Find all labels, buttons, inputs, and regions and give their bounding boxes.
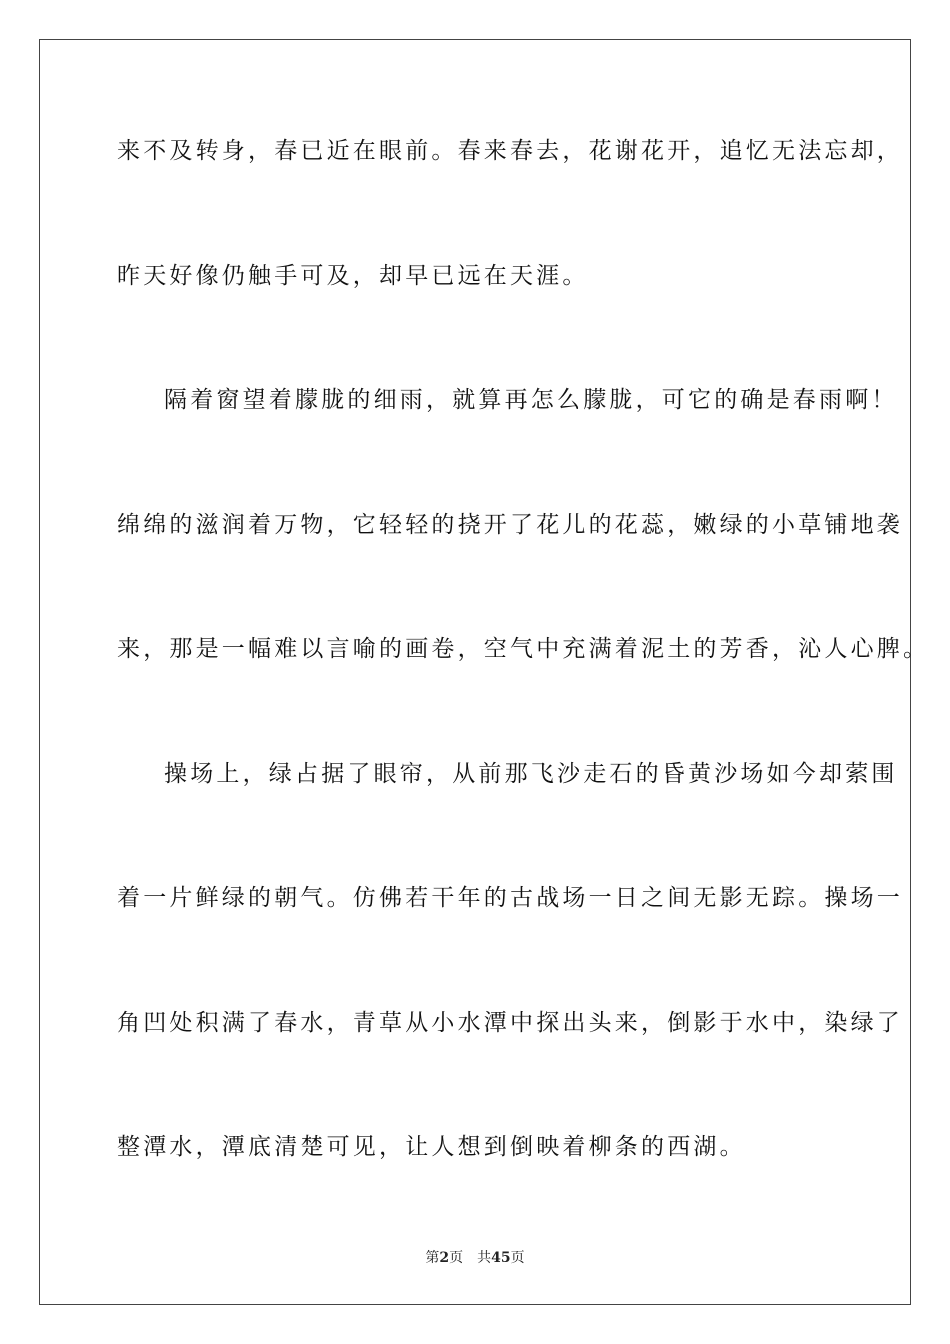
text-line-1: 来不及转身，春已近在眼前。春来春去，花谢花开，追忆无法忘却， <box>117 138 903 164</box>
text-line-9: 整潭水，潭底清楚可见，让人想到倒映着柳条的西湖。 <box>117 1134 746 1160</box>
text-line-5: 来，那是一幅难以言喻的画卷，空气中充满着泥土的芳香，沁人心脾。 <box>117 636 930 662</box>
total-suffix: 页 <box>510 1250 525 1266</box>
page-footer <box>0 1247 950 1267</box>
page-prefix: 第 <box>425 1250 440 1266</box>
text-line-4: 绵绵的滋润着万物，它轻轻的挠开了花儿的花蕊，嫩绿的小草铺地袭 <box>117 512 903 538</box>
text-line-6: 操场上，绿占据了眼帘，从前那飞沙走石的昏黄沙场如今却萦围 <box>164 761 898 787</box>
text-line-3: 隔着窗望着朦胧的细雨，就算再怎么朦胧，可它的确是春雨啊！ <box>164 387 898 413</box>
page-border <box>39 39 911 1305</box>
total-prefix: 共 <box>477 1250 492 1266</box>
text-line-2: 昨天好像仍触手可及，却早已远在天涯。 <box>117 263 589 289</box>
total-pages: 45 <box>491 1250 511 1266</box>
text-line-8: 角凹处积满了春水，青草从小水潭中探出头来，倒影于水中，染绿了 <box>117 1010 903 1036</box>
page-number: 2 <box>439 1250 450 1266</box>
text-line-7: 着一片鲜绿的朝气。仿佛若干年的古战场一日之间无影无踪。操场一 <box>117 885 903 911</box>
page-suffix: 页 <box>449 1250 464 1266</box>
